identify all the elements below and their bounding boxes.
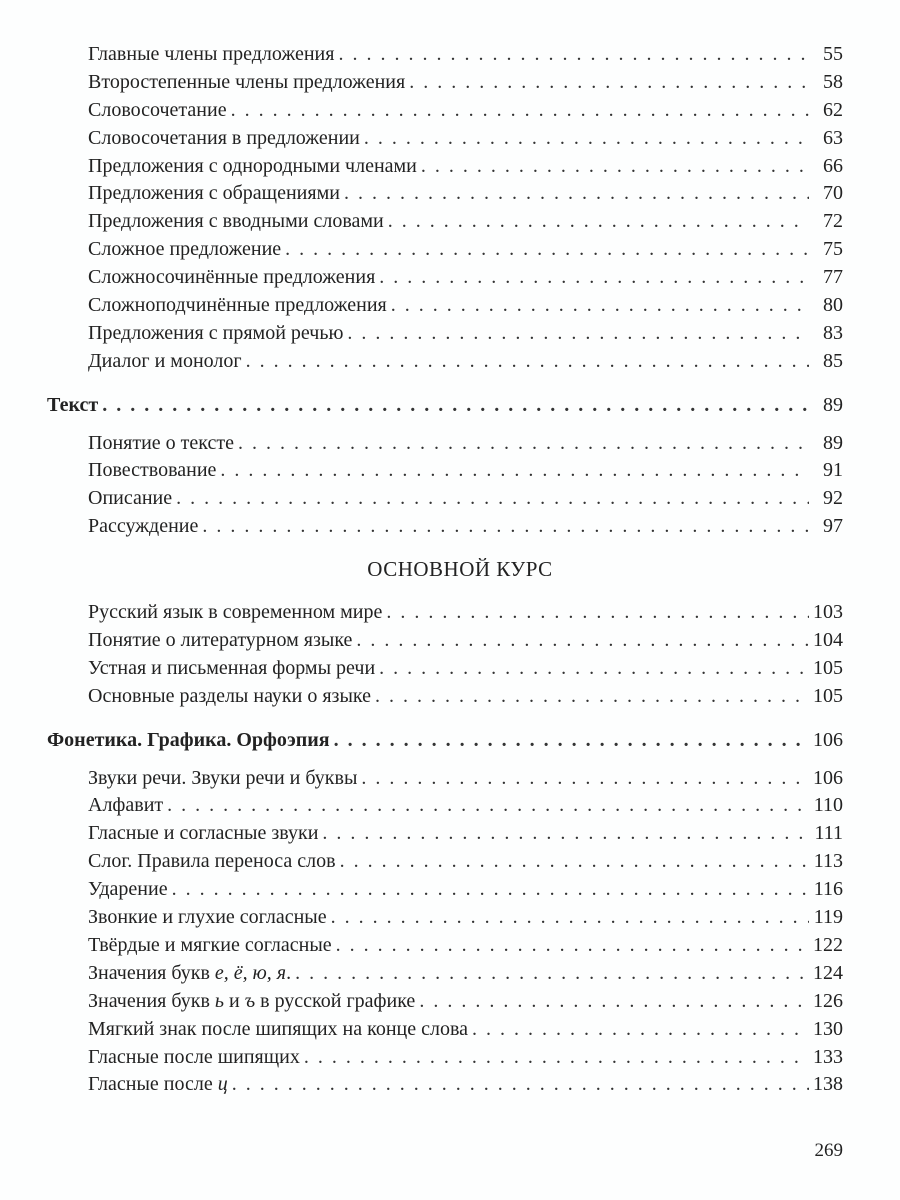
dot-leader	[344, 182, 809, 205]
entry-title: Понятие о тексте	[88, 431, 234, 454]
entry-title: Фонетика. Графика. Орфоэпия	[47, 728, 330, 751]
dot-leader	[386, 601, 809, 624]
toc-entry	[0, 515, 900, 543]
entry-title: Главные члены предложения	[88, 43, 335, 65]
entry-title: Русский язык в современном мире	[88, 601, 383, 624]
toc-entry	[0, 878, 900, 906]
dot-leader	[340, 850, 809, 873]
entry-title: Повествование	[88, 459, 217, 482]
dot-leader	[172, 878, 809, 901]
entry-title-part: и	[224, 989, 245, 1012]
entry-page-number: 55	[823, 43, 843, 65]
dot-leader	[304, 1046, 809, 1069]
toc-entry	[0, 657, 900, 685]
dot-leader	[331, 906, 809, 929]
entry-title-part: Гласные после	[88, 1073, 218, 1096]
entry-title	[88, 962, 291, 985]
toc-entry	[0, 934, 900, 962]
entry-page-number: 110	[813, 794, 843, 817]
toc-entry	[0, 601, 900, 629]
toc-entry	[0, 487, 900, 515]
toc-entry	[0, 685, 900, 713]
dot-leader	[167, 794, 809, 817]
dot-leader	[176, 487, 809, 510]
entry-page-number: 89	[823, 431, 843, 454]
entry-page-number: 133	[813, 1045, 843, 1068]
entry-page-number: 111	[814, 822, 843, 845]
entry-title-part: .	[286, 961, 292, 984]
dot-leader	[285, 238, 809, 261]
entry-title-italic: ъ	[244, 989, 256, 1012]
entry-title: Понятие о литературном языке	[88, 629, 353, 652]
entry-title: Словосочетание	[88, 98, 227, 121]
entry-title-italic: ь	[214, 989, 225, 1012]
entry-page-number: 70	[823, 182, 843, 205]
toc-entry	[0, 294, 900, 322]
dot-leader	[472, 1018, 809, 1041]
entry-title-italic: е, ё, ю, я	[214, 961, 287, 984]
dot-leader	[232, 1073, 809, 1096]
entry-page-number: 62	[823, 98, 843, 121]
dot-leader	[364, 127, 809, 150]
toc-entry	[0, 1018, 900, 1046]
entry-page-number: 105	[813, 684, 843, 707]
entry-title: Предложения с прямой речью	[88, 321, 344, 344]
toc-chapter-entry	[0, 394, 900, 422]
entry-title: Устная и письменная формы речи	[88, 656, 376, 679]
toc-chapter-entry	[0, 729, 900, 757]
dot-leader	[220, 459, 809, 482]
entry-page-number: 124	[813, 961, 843, 984]
toc-entry	[0, 459, 900, 487]
toc-entry	[0, 962, 900, 990]
toc-entry	[0, 767, 900, 795]
dot-leader	[347, 322, 809, 345]
entry-title: Сложное предложение	[88, 238, 282, 261]
section-heading: ОСНОВНОЙ КУРС	[367, 557, 553, 582]
dot-leader	[375, 685, 809, 708]
dot-leader	[334, 729, 809, 752]
entry-page-number: 105	[813, 656, 843, 679]
entry-title: Ударение	[88, 878, 168, 901]
entry-page-number: 85	[823, 349, 843, 372]
table-of-contents	[0, 43, 900, 1101]
entry-title: Алфавит	[88, 794, 164, 817]
dot-leader	[391, 294, 809, 317]
toc-entry	[0, 432, 900, 460]
entry-page-number: 92	[823, 487, 843, 510]
dot-leader	[388, 210, 809, 233]
dot-leader	[102, 394, 809, 417]
entry-page-number: 80	[823, 294, 843, 317]
toc-entry	[0, 322, 900, 350]
entry-page-number: 130	[813, 1017, 843, 1040]
entry-title-part: в русской графике	[255, 989, 416, 1012]
toc-entry	[0, 629, 900, 657]
entry-title: Предложения с вводными словами	[88, 210, 384, 233]
dot-leader	[246, 350, 809, 373]
entry-title: Звонкие и глухие согласные	[88, 906, 327, 929]
entry-page-number: 77	[823, 266, 843, 289]
dot-leader	[379, 657, 809, 680]
toc-entry	[0, 238, 900, 266]
entry-title: Гласные и согласные звуки	[88, 822, 319, 845]
toc-entry	[0, 71, 900, 99]
toc-entry	[0, 127, 900, 155]
entry-page-number: 66	[823, 154, 843, 177]
entry-title: Второстепенные члены предложения	[88, 70, 406, 93]
entry-page-number: 116	[813, 878, 843, 901]
entry-page-number: 89	[823, 393, 843, 416]
toc-entry	[0, 794, 900, 822]
entry-title: Текст	[47, 393, 99, 416]
entry-page-number: 119	[813, 906, 843, 929]
entry-title: Слог. Правила переноса слов	[88, 850, 336, 873]
entry-title: Твёрдые и мягкие согласные	[88, 933, 332, 956]
dot-leader	[419, 990, 809, 1013]
entry-page-number: 104	[813, 629, 843, 652]
entry-title: Предложения с однородными членами	[88, 154, 417, 177]
entry-page-number: 83	[823, 321, 843, 344]
entry-page-number: 97	[823, 515, 843, 538]
dot-leader	[338, 43, 809, 66]
toc-entry	[0, 182, 900, 210]
entry-page-number: 126	[813, 989, 843, 1012]
entry-title	[88, 990, 415, 1013]
entry-title-italic: ц	[217, 1073, 228, 1096]
dot-leader	[231, 99, 809, 122]
entry-page-number: 103	[813, 601, 843, 624]
toc-entry	[0, 350, 900, 378]
dot-leader	[202, 515, 809, 538]
entry-title	[88, 1073, 228, 1096]
toc-entry	[0, 1046, 900, 1074]
dot-leader	[238, 432, 809, 455]
entry-title: Предложения с обращениями	[88, 182, 340, 205]
dot-leader	[361, 767, 809, 790]
entry-title: Сложноподчинённые предложения	[88, 294, 387, 317]
entry-title: Звуки речи. Звуки речи и буквы	[88, 766, 358, 789]
entry-page-number: 106	[813, 766, 843, 789]
toc-entry	[0, 99, 900, 127]
toc-entry	[0, 266, 900, 294]
dot-leader	[336, 934, 809, 957]
toc-entry	[0, 1073, 900, 1101]
entry-title-part: Значения букв	[88, 989, 215, 1012]
entry-title: Гласные после шипящих	[88, 1045, 300, 1068]
toc-entry	[0, 822, 900, 850]
entry-page-number: 122	[813, 933, 843, 956]
toc-entry	[0, 990, 900, 1018]
entry-title: Основные разделы науки о языке	[88, 684, 371, 707]
toc-entry	[0, 906, 900, 934]
dot-leader	[295, 962, 809, 985]
toc-entry	[0, 210, 900, 238]
entry-page-number: 106	[813, 728, 843, 751]
entry-title: Диалог и монолог	[88, 349, 242, 372]
entry-title: Сложносочинённые предложения	[88, 266, 376, 289]
entry-page-number: 113	[813, 850, 843, 873]
dot-leader	[356, 629, 809, 652]
entry-title-part: Значения букв	[88, 961, 215, 984]
dot-leader	[421, 155, 809, 178]
entry-page-number: 72	[823, 210, 843, 233]
entry-title: Описание	[88, 487, 173, 510]
entry-page-number: 75	[823, 238, 843, 261]
toc-entry	[0, 155, 900, 183]
entry-title: Мягкий знак после шипящих на конце слова	[88, 1017, 469, 1040]
toc-entry	[0, 850, 900, 878]
entry-page-number: 91	[823, 459, 843, 482]
entry-title: Рассуждение	[88, 515, 199, 538]
dot-leader	[409, 71, 809, 94]
toc-entry	[0, 43, 900, 71]
entry-page-number: 138	[813, 1073, 843, 1096]
entry-title: Словосочетания в предложении	[88, 126, 360, 149]
dot-leader	[379, 266, 809, 289]
entry-page-number: 58	[823, 70, 843, 93]
entry-page-number: 63	[823, 126, 843, 149]
dot-leader	[322, 822, 809, 845]
page-number: 269	[814, 1140, 843, 1161]
